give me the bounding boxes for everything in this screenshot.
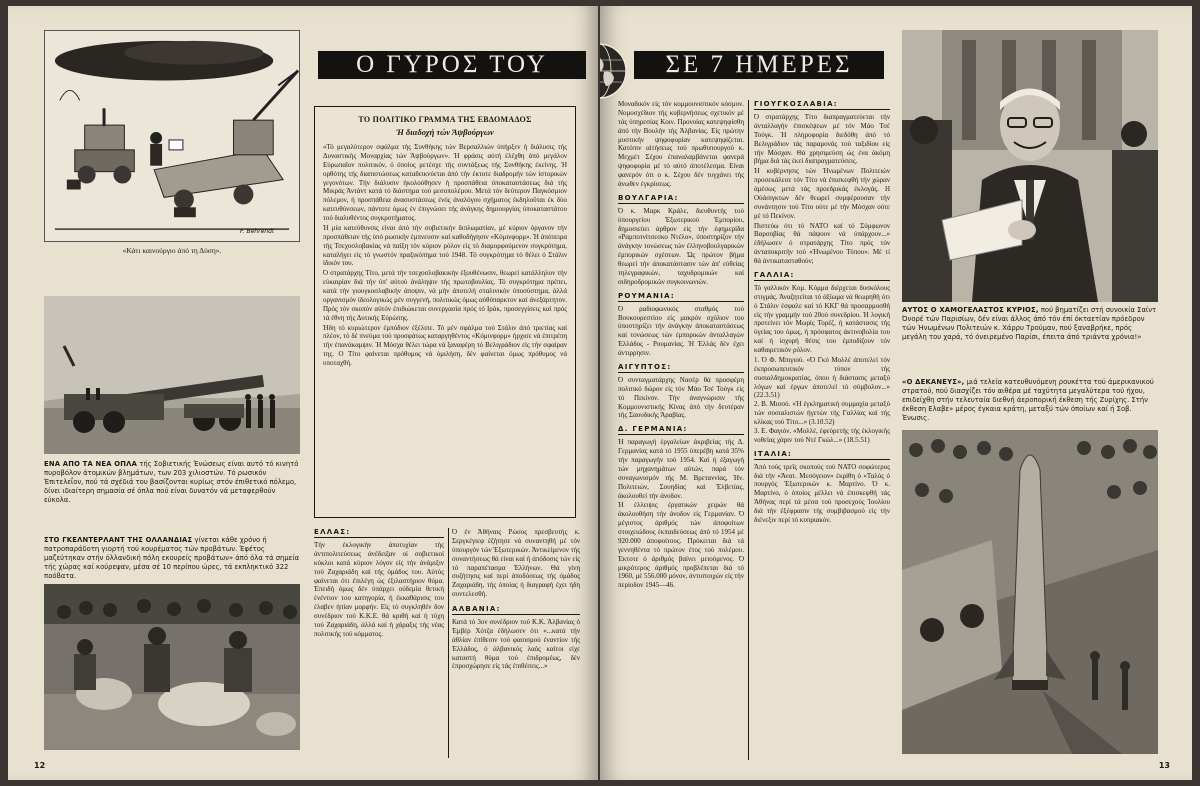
political-box: [314, 106, 576, 518]
sheep-caption-text: γίνεται κάθε χρόνο ή πατροπαράδοτη γιορτή τού κουρέματος τών προβάτων. Έφέτος μαζεύτηκαν στήν όλλανδική πόλη εκουρείς προβάτων» άπό όλα τά σημεία τής χώρας καί κούρεψαν, μέσα σέ 10 περίπου ώρες, τά εκπληκτικό 322 πρόβατα.: [44, 536, 300, 578]
weapon-photo: [44, 296, 300, 454]
right-page: [600, 6, 1192, 780]
sheep-photo: [44, 584, 300, 750]
greece-column-2: [452, 528, 580, 760]
news-column-b: [754, 100, 890, 764]
col-b-text-1: Ή κυβέρνησις τών Ήνωμένων Πολιτειών προσεκάλεσε τόν Τίτο νά έπισκεφθή τήν χώραν άμέσως μετά τάς προεδρικάς έκλογάς. Η Ούάσιγκτων δέν θεωρεί συμφέρουσαν τήν συνάντησιν τού Τίτο ούτε μέ τήν Μόσχαν ούτε μέ τό Πεκίνον.: [754, 167, 890, 220]
smiling-man-photo: [902, 30, 1158, 302]
political-paragraph: «Τό μεγαλύτερον σφάλμα τής Συνθήκης τών Βερσαλλιών ύπήρξεν ή διάλυσις τής Δυναστικής Μοναρχίας τών Άψβούργων». Ή φράσις αύτή έλέχθη άπό μεγάλον Εύρωπαΐον πολιτικόν, ό όποίος μετέσχε τής συντάξεως τής Συνθήκης έκείνης. Ή ορθότης τής διαπιστώσεως καταδεικνύεται άπό τήν έκτοτε διαδρομήν τών ίστορικών γεγονότων. Τήν διάλυσιν ήκολούθησεν ή προσπάθεια ύποκαταστάσεως διά τής Μικράς Άντάντ κατά τό διάστημα τού μεσοπολέμου. Μετά τόν δεύτερον Παγκόσμιον πόλεμον, ή προσπάθεια άνασυστάσεως ένός άναλόγου σχήματος έκδηλοΰται έκ δύο κατευθύνσεων, πάντοτε όμως έν έπιγνώσει τής άνάγκης δημιουργίας ύποκαταστάτου τού διαλυθέντος συγκροτήματος.: [323, 143, 567, 222]
greece-column: [314, 528, 444, 760]
title-banner-right: ΣΕ 7 ΗΜΕΡΕΣ: [634, 51, 884, 79]
col-b-text-2: Πιστεύω ότι τό ΝΑΤΟ καί τό Σύμφωνον Βαρσοβίας θά πάψουν νά ύπάρχουν...» έδήλωσεν ό στρατάρχης Τίτο πρός τόν άνταποκριτήν τού «Ήνωμένου Τύπου». Μέ τί θά άντικατασταθούν;: [754, 221, 890, 265]
col-a-text-3: Ό συνταγματάρχης Νασέρ θά προσφέρη πολιτικό δώρον είς τόν Μάο Τσέ Τούγκ είς τό Πεκίνον. Τήν άναγνώρισιν τής Κομμουνιστικής Κίνας άπό τήν δευτέραν τής Σαουδικής Άραβίας.: [618, 375, 744, 420]
col-a-text-2: Ό ραδιοφωνικός σταθμός τού Βουκουρεστίου είς μακρόν σχόλιον του ύποστηρίζει τήν άνάγκην άποκαταστάσεως καί τονώσεως τών έμπορικών άνταλλαγών Έλλάδος - Ρουμανίας. Ή Έλλάς δέν έχει άντιρρησιν.: [618, 304, 744, 357]
political-paragraph: Ό στρατάρχης Τίτο, μετά τήν τσεχοσλοβακικήν έξουθένωσιν, θεωρεί κατάλληλον τήν εύκαιρίαν διά τήν ύπ' αύτού άνάληψιν τής πρωτοβουλίας. Τό συγκρότημα πρέπει, κατά τήν γιουγκοσλαβικήν άποψιν, νά μήν άποτελή σταλινικόν ύποσύστημα, άλλά οργανισμόν ίδεολογικώς μέν συγγενή, πολιτικώς όμως αύθύπαρκτον καί άνεξάρτητον. Πρός τόν σκοπόν αύτόν έπιδιώκεται συνεργασία πρός τό Ιράκ, προσεγγίσεις καί πρός τά έθνη τής Δυτικής Εύρώπης.: [323, 269, 567, 322]
smiling-man-caption-text: πού βηματίζει στή συνοικία Σαίντ Όνορέ τών Παρισίων, δέν είναι άλλος άπό τόν έπί όκταετίαν πρόεδρον τών Ήνωμένων Πολιτειών κ. Χάρρυ Τρούμαν, πού ξαναβρήκε, πρός μεγάλη του χαρά, τό όνειρεμένο Παρίσι, έπειτα άπό τριάντα χρόνια!»: [902, 306, 1157, 341]
weapon-caption: [44, 460, 300, 504]
rocket-caption-text: μιά τελεία κατευθυνόμενη ρουκέττα τού άμερικανικού στρατού, πού διασχίζει τόν αιθέρα μέ ταχύτητα μεγαλύτερα τού ήχου, επιδείχθη στήν τελευταία διεθνή άεροπορική έκθεση τής Ζυρίχης. Στήν έκθεση Ελαβε» μέρος έγκαια κράτη, μεταξύ τών όποίων καί ή Σοβ. Ένωσις.: [902, 378, 1154, 422]
col-a-text-0: Μοναδικόν είς τόν κομμουνιστικόν κόσμον. Νομοσχέδιον τής κυβερνήσεως σχετικόν μέ τάς ύπηρεσίας Κοιν. Προνοίας κατεψηφίσθη άπό τήν Βουλήν τής Άλβανίας. Είς πρώτην μυστικήν ψηφοφορίαν κατεψηφίζεται. Κατόπιν αίτήσεως τού πρωθυπουργού κ. Μεχμέτ Σέχου έπαναλαμβάνεται φανερά ψηφοφορία μέ τό αύτό άποτέλεσμα. Είναι φανερόν ότι ο κ. Σέχου δέν τυγχάνει τής άνωθεν έγκρίσεως.: [618, 100, 744, 188]
col-a-heading-4: Δ. ΓΕΡΜΑΝΙΑ:: [618, 425, 744, 435]
globe-icon: [600, 42, 628, 100]
col-b-heading-5: ΙΤΑΛΙΑ:: [754, 450, 890, 460]
greece-heading: ΕΛΛΑΣ:: [314, 528, 444, 538]
col-b-text-4: 1. Ό Φ. Μπιγιού. «Ό Γκύ Μολλέ άποτελεί τόν έκπροσωπευτικόν τύπον τής σοσιαλδημοκρατίας, όπου ή διάστασις μεταξύ λόγων καί έργων άποτελεί τό σύμβολον...» (22.3.51) 2. Β. Μισσό. «Ή έγκληματική συμμαχία μεταξύ τών σοσιαλιστών ήγετών τής Γαλλίας καί τής κλίκας τού Τίτο...» (3.10.52) 3. Ε. Φαγιόν. «Μολλέ, έφεύρετής τής έκλογικής νοθείας χάριν τού Ντέ Γκώλ...» (18.5.51): [754, 355, 890, 444]
cartoon-image: [44, 30, 300, 242]
smiling-man-caption: [902, 306, 1158, 350]
right-page-number: 13: [1158, 761, 1170, 770]
political-body: [323, 143, 567, 505]
left-page-number: 12: [34, 761, 46, 770]
political-title: ΤΟ ΠΟΛΙΤΙΚΟ ΓΡΑΜΜΑ ΤΗΣ ΕΒΔΟΜΑΔΟΣ: [358, 115, 532, 124]
political-subtitle: Ή διαδοχή τών Άψβούργων: [396, 127, 494, 137]
albania-text: Κατά τό 3ον συνέδριον τού Κ.Κ. Άλβανίας ό Έμβέρ Χότζα έδήλωσεν ότι «...κατά τήν άθλίαν έπίθεσιν τού φασισμού έναντίον τής Έλλάδος, ό άλβανικός λαός καίτοι είχε καταστή θύμα τού έπιδρομέως, δέν έπροσχώρησε είς τάς έπιθέσεις...»: [452, 618, 580, 671]
col-a-text-1: Ό κ. Μαρκ Κράλε, διευθυντής τού ύπουργείου Έξωτερικού Έμπορίου, δημοσιεύει άρθρον είς τήν έφημερίδα «Ραμποτνίτσεσκο Ντέλο», ύποστηρίζον τήν άνάγκην τονώσεως τών έλληνοβουλγαρικών έμπορικών σχέσεων. Ώς πρώτον βήμα θεωρεί τήν άποκατάστασιν τών άπ' εύθείας τηλεγραφικών, ταχυδρομικών καί σιδηροδρομικών συγκοινωνιών.: [618, 206, 744, 286]
albania-heading: ΑΛΒΑΝΙΑ:: [452, 605, 580, 615]
col-a-heading-3: ΑΙΓΥΠΤΟΣ:: [618, 363, 744, 373]
col-a-heading-2: ΡΟΥΜΑΝΙΑ:: [618, 292, 744, 302]
news-column-a: [618, 100, 744, 764]
col-b-text-0: Ό στρατάρχης Τίτο διαπραγματεύεται τήν άνταλλαγήν έπισκέψεων μέ τόν Μάο Τσέ Τούγκ. Ή πληροφορία διεδόθη άπό τό Βελιγράδιον τάς παραμονάς τού ταξιδίου είς τήν Μόσχαν. Θά χρησιμεύση ώς ένα άκόμη βήμα διά τάς έκεί διαπραγματεύσεις.: [754, 113, 890, 166]
sheep-caption-lead: ΣΤΟ ΓΚΕΛΝΤΕΡΛΑΝΤ ΤΗΣ ΟΛΛΑΝΔΙΑΣ: [44, 536, 193, 544]
weapon-caption-text: τής Σοβιετικής Ένώσεως είναι αυτό τό κινητό πυροβόλον άτομικών βλημάτων, των 203 χιλιοστών. Τό ρωσικόν Έπιτελεΐον, πού τά σχέδιά του βασίζονται κυρίως στόν έπιθετικό πόλεμο, δίνει ιδιαίτερη σημασία σέ όπλα πού είναι δυνατόν νά μεταφερθούν εύκολα.: [44, 460, 299, 504]
column-divider: [748, 100, 749, 760]
cartoon-signature: F. Behrendt: [240, 228, 275, 235]
greece-text: Τήν έκλογικήν άποτυχίαν τής άντιπολιτεύσεως άνέδειξαν οί σοβιετικοί κύκλοι κατά κύριον λόγον είς τήν άνάμιξιν τού Ζαχαριάδη καί τής όμάδος του. Αύτός φαίνεται ότι έπιλέγη ώς έξιλαστήριον θύμα. Έπειδή όμως δέν ύπάρχει ούδεμία θετική ένέντιον του κατηγορία, ή έκκαθάρισις του έλαβεν ήπίαν μορφήν. Είς τό συγκληθέν δον συνέδριον τού Κ.Κ.Ε. θά κριθή καί ή τύχη τού Ζαχαριάδη, άλλά καί ή χάραξις τής νέας πολιτικής τού κόμματος.: [314, 541, 444, 638]
col-b-heading-0: ΓΙΟΥΓΚΟΣΛΑΒΙΑ:: [754, 100, 890, 110]
col-a-heading-1: ΒΟΥΛΓΑΡΙΑ:: [618, 194, 744, 204]
col-b-heading-3: ΓΑΛΛΙΑ:: [754, 271, 890, 281]
rocket-caption: [902, 378, 1158, 428]
col-a-text-4: Ή παραγωγή έργαλείων άκριβείας τής Δ. Γερμανίας κατά τό 1955 ύπερέβη κατά 35% τήν παραγωγήν τού 1954. Καί ή έξαγωγή τών μηχανημάτων αύτών, παρά τόν συναγωνισμόν τής Μ. Βρεταννίας, Ήν. Πολιτειών, Σουηδίας καί Έλβετίας, άκολουθεί τήν άνοδον.: [618, 438, 744, 500]
column-divider: [448, 528, 449, 758]
title-banner-left: Ο ΓΥΡΟΣ ΤΟΥ: [318, 51, 586, 79]
col-a-text-5: Ή έλλειψις έργατικών χειρών θά άκολουθήση τήν άνοδον είς Γερμανίαν. Ό μέγιστος άριθμός τών άποφοίτων στοιχειώδους έκπαιδεύσεως άπό τό 1954 μέ 920.000 άποφοίτους. Πρόκειται διά τά γεννηθέντα τό πρώτον έτος τού πολέμου. Έκτοτε ό άριθμός βαίνει μειούμενος. Ό μικρότερος άριθμός προβλέπεται διά τό 1960, μέ 556.000 μόνον, άντιστοιχών είς τήν περίοδον 1945—46.: [618, 501, 744, 590]
greece-text-2: Ό έν Άθήναις Ρώσος πρεσβευτής κ. Σεργκέγιεφ έζήτησε νά συναντηθή μέ τόν ύπουργόν τών Έξωτερικών. Άντικείμενον τής συναντήσεως θά είναι καί ή άπόδοσις τών είς τό παραπέτασμα Έλλήνων. Θά γίνη συζήτησις καί περί άποδόσεως τής όμάδος Ζαχαριάδη, τής όποίας ή διαγραφή έχει ήδη συντελεσθή.: [452, 528, 580, 599]
col-b-text-5: Άπό τούς τρεΐς σκοπούς τού ΝΑΤΟ σοφώτερος διά τήν «Άνατ. Μεσόγειον» έκρίθη ό «Ταλός ό πουργός Έξωτερικών κ. Μαρτίνο. Ό κ. Μαρτίνο, ό όποίος μέλλει νά έπισκεφθή τάς Άθήνας περί τά μέσα τού προσεχούς Ίουλίου διά τήν έξέφρασιν τής συμβιβασμού είς τήν διένεξιν περί τό κυπριακόν.: [754, 462, 890, 524]
weapon-caption-lead: ΕΝΑ ΑΠΟ ΤΑ ΝΕΑ ΟΠΛΑ: [44, 460, 138, 468]
rocket-caption-lead: «Ο ΔΕΚΑΝΕΥΣ»,: [902, 378, 965, 386]
left-page: [8, 6, 598, 780]
political-paragraph: Ήδη τό κυριώτερον έμπόδιον έξέλιπε. Τό μέν σφάλμα τού Στάλιν άπό τριετίας καί πλέον, τό δέ πνεύμα τού προσφάτως καταργηθέντος «Κόμινφορμ» ήρχισε νά έπιτρέπη τήν έπανάκαμψιν. Ή Μόσχα θέλει τώρα νά ξαναφέρη τό Βελιγράδιον είς τήν σφαίραν της. Ο Τίτο φαίνεται πρόθυμος νά όμιλήση, δέν φαίνεται όμως πρόθυμος νά υποταχθή.: [323, 323, 567, 367]
cartoon-caption: «Κάτι καινούργιο άπό τη Δύση».: [122, 246, 222, 255]
rocket-photo: [902, 430, 1158, 754]
col-b-text-3: Τό γαλλικόν Κομ. Κόμμα διέρχεται δυσκόλους στιγμάς. Άναζητείται τό άξίωμα νά θεωρηθή ότι ό Στάλιν έσφαλε καί τό ΚΚΓ θά προσαρμοσθή είς τήν γραμμήν τού 20ού συνεδρίου. Ή λογική προτείνει τόν Μωρίς Τορέζ, ή κατάστασις τής ύγείας του όμως, ή πρόσφατος άκτινοβολία του καί ή ίσχυρή θέσις του έμποδίζουν τόν καθαιρετικόν ρόλον.: [754, 283, 890, 354]
political-paragraph: Ή μία κατεύθυνσις είναι άπό τήν σοβιετικήν διπλωματίαν, μέ κύριον όργανον τήν προσπάθειαν τής ύπό ρωσικήν έμπνευσιν καί καθοδήγησιν «Κόμινφορμ». Ή άπόπειρα τής Τσεχοσλοβακίας νά παίξη τόν κύριον ρόλον είς τό διαμορφούμενον συγκρότημα, καταλήγει είς τό γνωστόν πραξικόπημα τού 1948. Τό συγκρότημα τό θέλει ό Στάλιν ίδικόν του.: [323, 223, 567, 268]
sheep-caption: [44, 536, 300, 578]
smiling-man-caption-lead: ΑΥΤΟΣ Ο ΧΑΜΟΓΕΛΑΣΤΟΣ ΚΥΡΙΟΣ,: [902, 306, 1039, 314]
